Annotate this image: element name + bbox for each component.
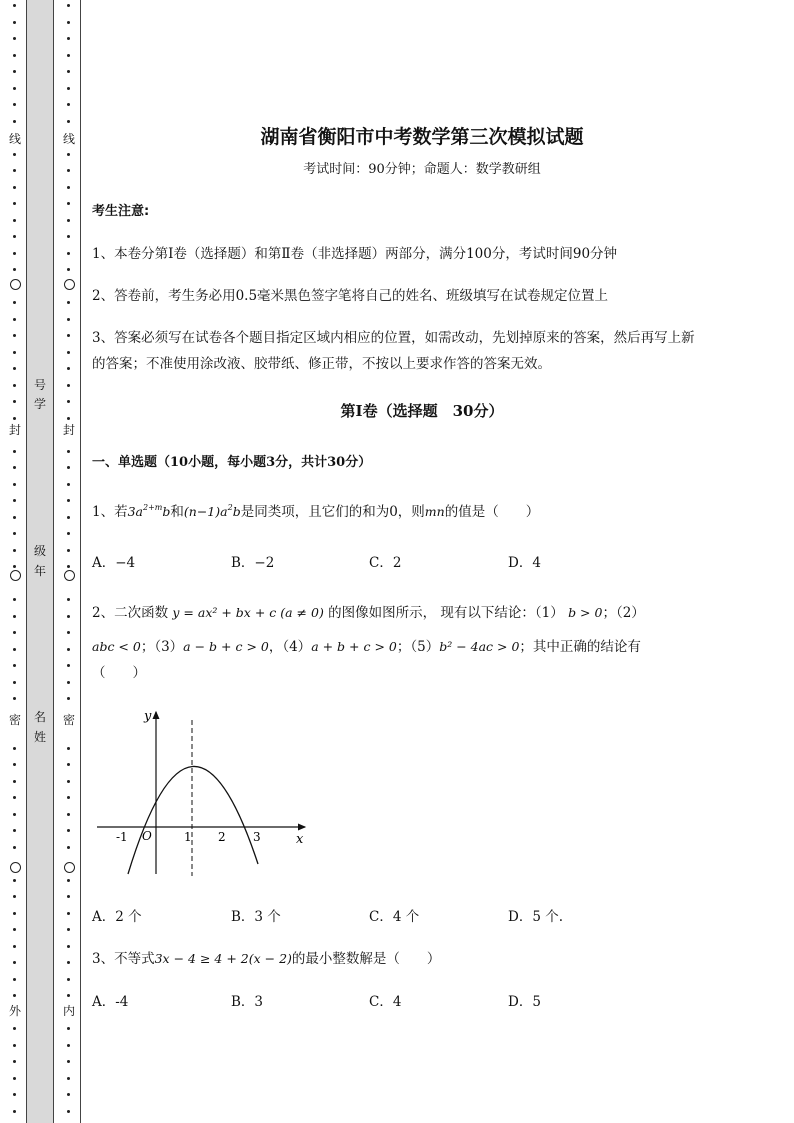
margin-dot bbox=[13, 945, 16, 948]
q2-option-d[interactable]: D．5 个. bbox=[508, 909, 563, 925]
y-axis-label: y bbox=[144, 709, 152, 724]
tick-label-2: 2 bbox=[218, 830, 226, 844]
margin-dot bbox=[13, 813, 16, 816]
margin-dot bbox=[13, 235, 16, 238]
margin-dot bbox=[67, 1110, 70, 1113]
q2-sep-1: ；（2） bbox=[602, 605, 645, 621]
margin-dot bbox=[67, 961, 70, 964]
margin-dot bbox=[13, 1060, 16, 1063]
parabola-graph bbox=[92, 704, 322, 879]
margin-dot bbox=[13, 796, 16, 799]
field-xing-char: 姓 bbox=[33, 730, 46, 744]
margin-dot bbox=[67, 103, 70, 106]
margin-dot bbox=[13, 780, 16, 783]
margin-dot bbox=[67, 846, 70, 849]
margin-dot bbox=[67, 978, 70, 981]
margin-dot bbox=[67, 70, 70, 73]
margin-dot bbox=[13, 1077, 16, 1080]
notice-item-3-cont: 的答案；不准使用涂改液、胶带纸、修正带，不按以上要求作答的答案无效。 bbox=[92, 356, 551, 372]
margin-dot bbox=[67, 516, 70, 519]
margin-dot bbox=[67, 235, 70, 238]
tick-label-neg1: -1 bbox=[116, 830, 128, 844]
margin-dot bbox=[13, 186, 16, 189]
inner-feng-char: 封 bbox=[63, 423, 76, 437]
notice-item-3: 3、答案必须写在试卷各个题目指定区域内相应的位置，如需改动，先划掉原来的答案，然后再写上新 bbox=[92, 330, 695, 346]
q3-prefix: 3、不等式 bbox=[92, 951, 155, 967]
outer-dotted-line bbox=[6, 0, 26, 1123]
margin-dot bbox=[13, 763, 16, 766]
margin-dot bbox=[67, 202, 70, 205]
section-heading: 一、单选题（10小题，每小题3分，共计30分） bbox=[92, 455, 372, 470]
q2-sep-3: ，（4） bbox=[268, 639, 312, 655]
q1-option-b[interactable]: B．−2 bbox=[231, 555, 275, 571]
margin-dot bbox=[13, 747, 16, 750]
margin-dot bbox=[13, 37, 16, 40]
q2-conclusion-4: a + b + c > 0 bbox=[311, 639, 397, 654]
q2-tail: ；其中正确的结论有 bbox=[519, 639, 641, 655]
field-nian-char: 年 bbox=[33, 564, 46, 578]
margin-dot bbox=[13, 483, 16, 486]
q2-conclusion-2: abc < 0 bbox=[92, 639, 141, 654]
margin-dot bbox=[67, 813, 70, 816]
q2-function: y = ax² + bx + c (a ≠ 0) bbox=[172, 605, 324, 620]
margin-dot bbox=[67, 747, 70, 750]
margin-rule bbox=[80, 0, 81, 1123]
q1-option-a[interactable]: A．−4 bbox=[92, 555, 136, 571]
q1-expr2: $(n-1)a^2b$ bbox=[183, 503, 241, 519]
margin-dot bbox=[13, 648, 16, 651]
margin-dot bbox=[67, 400, 70, 403]
margin-dot bbox=[13, 334, 16, 337]
field-ji-char: 级 bbox=[33, 544, 46, 558]
student-info-band bbox=[26, 0, 54, 1123]
origin-label: O bbox=[142, 829, 152, 843]
margin-dot bbox=[13, 417, 16, 420]
q1-expr1: $3a^{2+m}b$ bbox=[127, 503, 171, 519]
q2-paren: （ ） bbox=[92, 665, 146, 681]
margin-dot bbox=[13, 202, 16, 205]
q3-option-a[interactable]: A．-4 bbox=[92, 994, 129, 1010]
margin-dot bbox=[67, 994, 70, 997]
margin-dot bbox=[13, 895, 16, 898]
margin-dot bbox=[13, 846, 16, 849]
margin-dot bbox=[13, 879, 16, 882]
margin-dot bbox=[13, 301, 16, 304]
x-axis-label: x bbox=[296, 832, 304, 847]
outer-feng-char: 封 bbox=[9, 423, 22, 437]
margin-dot bbox=[67, 598, 70, 601]
margin-dot bbox=[13, 384, 16, 387]
margin-ring bbox=[10, 570, 21, 581]
margin-dot bbox=[13, 532, 16, 535]
q1-text: 是同类项，且它们的和为0，则 bbox=[240, 504, 425, 520]
margin-dot bbox=[67, 1093, 70, 1096]
section-title: 第I卷（选择题 30分） bbox=[340, 402, 504, 420]
q2-option-c[interactable]: C．4 个 bbox=[369, 909, 420, 925]
q3-option-b[interactable]: B．3 bbox=[231, 994, 264, 1010]
margin-dot bbox=[67, 483, 70, 486]
margin-dot bbox=[67, 21, 70, 24]
margin-dot bbox=[67, 301, 70, 304]
margin-dot bbox=[13, 912, 16, 915]
margin-dot bbox=[67, 829, 70, 832]
margin-dot bbox=[67, 4, 70, 7]
q1-and: 和 bbox=[170, 504, 184, 520]
margin-dot bbox=[67, 153, 70, 156]
margin-dot bbox=[67, 450, 70, 453]
margin-dot bbox=[67, 334, 70, 337]
q2-option-b[interactable]: B．3 个 bbox=[231, 909, 281, 925]
margin-dot bbox=[13, 4, 16, 7]
margin-dot bbox=[67, 1027, 70, 1030]
notice-label: 考生注意: bbox=[92, 204, 150, 219]
margin-ring bbox=[64, 862, 75, 873]
margin-dot bbox=[13, 450, 16, 453]
margin-ring bbox=[64, 570, 75, 581]
margin-dot bbox=[13, 697, 16, 700]
margin-dot bbox=[13, 1093, 16, 1096]
q2-conclusion-3: a − b + c > 0 bbox=[183, 639, 269, 654]
notice-item-1: 1、本卷分第I卷（选择题）和第Ⅱ卷（非选择题）两部分，满分100分，考试时间90分钟 bbox=[92, 246, 618, 262]
q2-conclusion-1: b > 0 bbox=[568, 605, 603, 620]
outer-wai-char: 外 bbox=[9, 1004, 22, 1018]
tick-label-3: 3 bbox=[253, 830, 261, 844]
margin-ring bbox=[10, 279, 21, 290]
margin-dot bbox=[13, 70, 16, 73]
parabola-curve bbox=[128, 766, 258, 874]
margin-dot bbox=[13, 499, 16, 502]
margin-dot bbox=[67, 780, 70, 783]
margin-dot bbox=[67, 417, 70, 420]
margin-dot bbox=[67, 763, 70, 766]
field-xue-char: 学 bbox=[33, 397, 46, 411]
margin-dot bbox=[13, 268, 16, 271]
q2-conclusion-5: b² − 4ac > 0 bbox=[439, 639, 520, 654]
margin-dot bbox=[13, 54, 16, 57]
question-2-line-2 bbox=[92, 635, 641, 655]
margin-dot bbox=[67, 648, 70, 651]
q2-text: 的图像如图所示， 现有以下结论：（1） bbox=[328, 605, 564, 621]
margin-dot bbox=[13, 598, 16, 601]
margin-dot bbox=[67, 120, 70, 123]
question-1 bbox=[92, 500, 539, 520]
margin-dot bbox=[13, 565, 16, 568]
q2-sep-4: ；（5） bbox=[396, 639, 440, 655]
notice-item-2: 2、答卷前，考生务必用0.5毫米黑色签字笔将自己的姓名、班级填写在试卷规定位置上 bbox=[92, 288, 609, 304]
margin-dot bbox=[67, 631, 70, 634]
margin-dot bbox=[13, 664, 16, 667]
margin-dot bbox=[13, 351, 16, 354]
q3-option-c[interactable]: C．4 bbox=[369, 994, 402, 1010]
margin-dot bbox=[67, 219, 70, 222]
field-ming-char: 名 bbox=[33, 710, 46, 724]
margin-dot bbox=[67, 351, 70, 354]
margin-dot bbox=[13, 994, 16, 997]
q2-option-a[interactable]: A．2 个 bbox=[92, 909, 142, 925]
margin-dot bbox=[67, 615, 70, 618]
margin-dot bbox=[13, 1044, 16, 1047]
margin-dot bbox=[67, 912, 70, 915]
margin-ring bbox=[10, 862, 21, 873]
q3-inequality: 3x − 4 ≥ 4 + 2(x − 2) bbox=[154, 951, 292, 966]
q1-prefix: 1、若 bbox=[92, 504, 128, 520]
margin-dot bbox=[67, 87, 70, 90]
margin-dot bbox=[67, 697, 70, 700]
margin-dot bbox=[13, 367, 16, 370]
margin-dot bbox=[67, 549, 70, 552]
margin-dot bbox=[67, 681, 70, 684]
margin-dot bbox=[13, 169, 16, 172]
outer-mi-char: 密 bbox=[9, 713, 22, 727]
margin-dot bbox=[13, 466, 16, 469]
margin-dot bbox=[67, 796, 70, 799]
margin-dot bbox=[67, 499, 70, 502]
question-3 bbox=[92, 947, 440, 967]
inner-nei-char: 内 bbox=[63, 1004, 76, 1018]
margin-dot bbox=[67, 268, 70, 271]
q2-sep-2: ；（3） bbox=[140, 639, 184, 655]
margin-dot bbox=[67, 384, 70, 387]
margin-dot bbox=[13, 549, 16, 552]
margin-dot bbox=[67, 928, 70, 931]
margin-dot bbox=[13, 961, 16, 964]
binding-margin bbox=[0, 0, 82, 1123]
margin-dot bbox=[67, 1077, 70, 1080]
margin-ring bbox=[64, 279, 75, 290]
margin-dot bbox=[13, 978, 16, 981]
inner-xian-char: 线 bbox=[63, 132, 76, 146]
margin-dot bbox=[13, 516, 16, 519]
q2-prefix: 2、二次函数 bbox=[92, 605, 169, 621]
margin-dot bbox=[67, 945, 70, 948]
margin-dot bbox=[67, 169, 70, 172]
margin-dot bbox=[13, 400, 16, 403]
question-2-line-1 bbox=[92, 601, 645, 621]
q1-expr3: mn bbox=[424, 504, 445, 519]
field-hao-char: 号 bbox=[33, 378, 46, 392]
inner-dotted-line bbox=[60, 0, 80, 1123]
q3-option-d[interactable]: D．5 bbox=[508, 994, 541, 1010]
margin-dot bbox=[67, 37, 70, 40]
margin-dot bbox=[13, 829, 16, 832]
margin-dot bbox=[67, 1060, 70, 1063]
outer-xian-char: 线 bbox=[9, 132, 22, 146]
margin-dot bbox=[67, 532, 70, 535]
margin-dot bbox=[67, 318, 70, 321]
margin-dot bbox=[13, 1027, 16, 1030]
margin-dot bbox=[67, 879, 70, 882]
margin-dot bbox=[13, 1110, 16, 1113]
margin-dot bbox=[13, 318, 16, 321]
q1-tail: 的值是（ ） bbox=[444, 504, 540, 520]
margin-dot bbox=[67, 1044, 70, 1047]
q3-tail: 的最小整数解是（ ） bbox=[291, 951, 441, 967]
q1-option-c[interactable]: C．2 bbox=[369, 555, 402, 571]
margin-dot bbox=[13, 615, 16, 618]
margin-dot bbox=[67, 664, 70, 667]
margin-dot bbox=[67, 252, 70, 255]
inner-mi-char: 密 bbox=[63, 713, 76, 727]
margin-dot bbox=[13, 120, 16, 123]
margin-dot bbox=[67, 895, 70, 898]
margin-dot bbox=[13, 928, 16, 931]
exam-subtitle: 考试时间：90分钟；命题人：数学教研组 bbox=[303, 162, 541, 177]
margin-dot bbox=[13, 87, 16, 90]
margin-dot bbox=[13, 631, 16, 634]
margin-dot bbox=[13, 219, 16, 222]
exam-title: 湖南省衡阳市中考数学第三次模拟试题 bbox=[260, 126, 584, 148]
margin-dot bbox=[13, 103, 16, 106]
margin-dot bbox=[67, 54, 70, 57]
tick-label-1: 1 bbox=[184, 830, 192, 844]
margin-dot bbox=[13, 21, 16, 24]
margin-dot bbox=[13, 681, 16, 684]
margin-dot bbox=[67, 565, 70, 568]
margin-dot bbox=[67, 186, 70, 189]
margin-dot bbox=[67, 367, 70, 370]
margin-dot bbox=[13, 252, 16, 255]
margin-dot bbox=[67, 466, 70, 469]
margin-dot bbox=[13, 153, 16, 156]
q1-option-d[interactable]: D．4 bbox=[508, 555, 541, 571]
